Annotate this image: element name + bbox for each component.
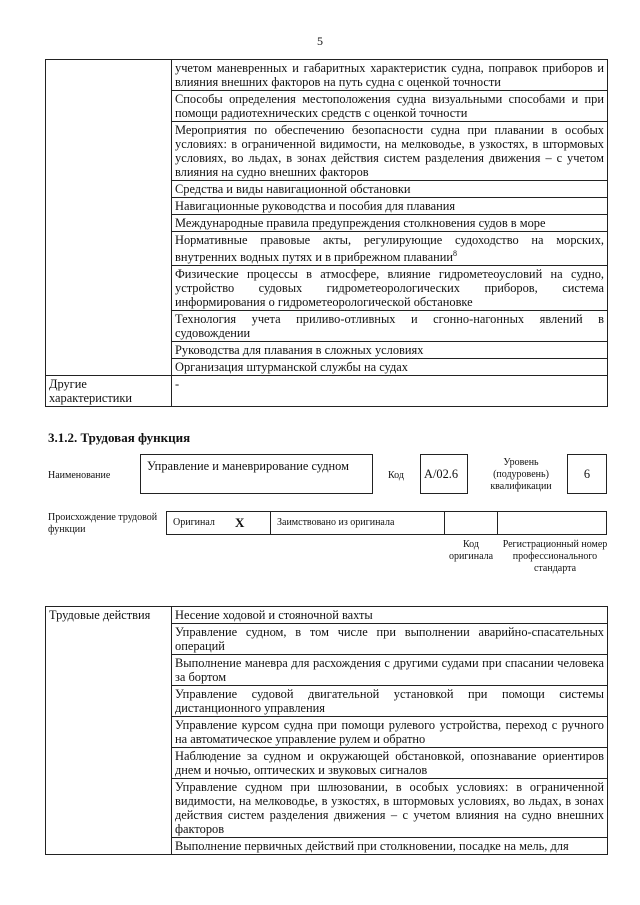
knowledge-item xyxy=(172,198,608,215)
action-item: Выполнение маневра для расхождения с другими судами при спасании человека за бортом xyxy=(172,655,608,686)
knowledge-item-text: Международные правила предупреждения столкновения судов в море xyxy=(175,216,546,230)
knowledge-item-text: Навигационные руководства и пособия для плавания xyxy=(175,199,456,213)
knowledge-item xyxy=(172,266,608,311)
other-characteristics-value: - xyxy=(172,376,608,407)
knowledge-item xyxy=(172,60,608,91)
action-item: Наблюдение за судном и окружающей обстановкой, опознавание ориентиров днем и ночью, оптических и звуковых сигналов xyxy=(172,748,608,779)
knowledge-item xyxy=(172,215,608,232)
section-heading: 3.1.2. Трудовая функция xyxy=(48,430,191,445)
original-label: Оригинал xyxy=(173,517,215,528)
knowledge-item xyxy=(172,359,608,376)
knowledge-table xyxy=(45,59,608,407)
knowledge-item xyxy=(172,122,608,181)
original-mark: X xyxy=(235,515,245,530)
original-code-cell xyxy=(445,512,498,534)
knowledge-item-text: Способы определения местоположения судна визуальными способами и при помощи радиотехнических средств с оценкой точности xyxy=(175,92,604,120)
knowledge-item-text: Нормативные правовые акты, регулирующие судоходство на морских, внутренних водных путях и в прибрежном плавании xyxy=(175,233,604,265)
code-value: А/02.6 xyxy=(424,467,459,481)
level-label: Уровень (подуровень) квалификации xyxy=(490,457,552,492)
knowledge-item-text: Физические процессы в атмосфере, влияние гидрометеоусловий на судно, устройство судовых гидрометеорологических приборов, система информирования о гидрометеорологической обстановке xyxy=(175,267,604,310)
action-item: Управление судном, в том числе при выполнении аварийно-спасательных операций xyxy=(172,624,608,655)
knowledge-item-text: Организация штурманской службы на судах xyxy=(175,360,408,375)
knowledge-item-text: Средства и виды навигационной обстановки xyxy=(175,182,411,196)
level-field xyxy=(567,454,607,494)
page-number: 5 xyxy=(317,34,323,48)
knowledge-item xyxy=(172,311,608,342)
action-item: Выполнение первичных действий при столкновении, посадке на мель, для xyxy=(172,838,608,855)
code-field xyxy=(420,454,468,494)
origin-label: Происхождение трудовой функции xyxy=(48,512,158,535)
borrowed-label: Заимствовано из оригинала xyxy=(277,517,395,528)
action-item: Управление судовой двигательной установкой при помощи системы дистанционного управления xyxy=(172,686,608,717)
knowledge-item-text: Мероприятия по обеспечению безопасности судна при плавании в особых условиях: в ограниченной видимости, на мелководье, в узкостях, в штормовых условиях, во льдах, в зонах действия систем разделения движения – с учетом влияния на судно внешних факторов xyxy=(175,123,604,179)
knowledge-item xyxy=(172,181,608,198)
action-item: Управление судном при шлюзовании, в особых условиях: в ограниченной видимости, на мелководье, в узкостях, в штормовых условиях, во льдах, в зонах действия систем разделения движения – с учетом влияния на судно внешних факторов xyxy=(172,779,608,838)
knowledge-item-text: учетом маневренных и габаритных характеристик судна, поправок приборов и влияния внешних факторов на путь судна с оценкой точности xyxy=(175,61,604,89)
action-item: Несение ходовой и стояночной вахты xyxy=(172,607,608,624)
knowledge-item-text: Технология учета приливо-отливных и сгонно-нагонных явлений в судовождении xyxy=(175,312,604,341)
actions-left-label: Трудовые действия xyxy=(46,607,172,855)
level-value: 6 xyxy=(583,467,591,481)
name-label: Наименование xyxy=(48,470,111,481)
table-row xyxy=(46,607,608,624)
borrowed-cell xyxy=(271,512,445,534)
knowledge-left-cell xyxy=(46,60,172,376)
original-cell xyxy=(167,512,271,534)
reg-number-cell xyxy=(498,512,606,534)
knowledge-item xyxy=(172,232,608,266)
origin-row xyxy=(166,511,607,535)
original-code-caption: Код оригинала xyxy=(448,539,494,562)
actions-table xyxy=(45,606,608,855)
footnote-mark: 8 xyxy=(452,249,457,258)
knowledge-item-text: Руководства для плавания в сложных условиях xyxy=(175,343,424,358)
table-row xyxy=(46,60,608,91)
reg-number-caption: Регистрационный номер профессионального стандарта xyxy=(502,539,608,574)
function-name-value: Управление и маневрирование судном xyxy=(147,459,349,473)
action-item: Управление курсом судна при помощи рулевого устройства, переход с ручного на автоматическое управление рулем и обратно xyxy=(172,717,608,748)
knowledge-item xyxy=(172,91,608,122)
code-label: Код xyxy=(388,470,404,481)
table-row xyxy=(46,376,608,407)
function-name-field xyxy=(140,454,373,494)
knowledge-item xyxy=(172,342,608,359)
other-characteristics-label: Другие характеристики xyxy=(46,376,172,407)
